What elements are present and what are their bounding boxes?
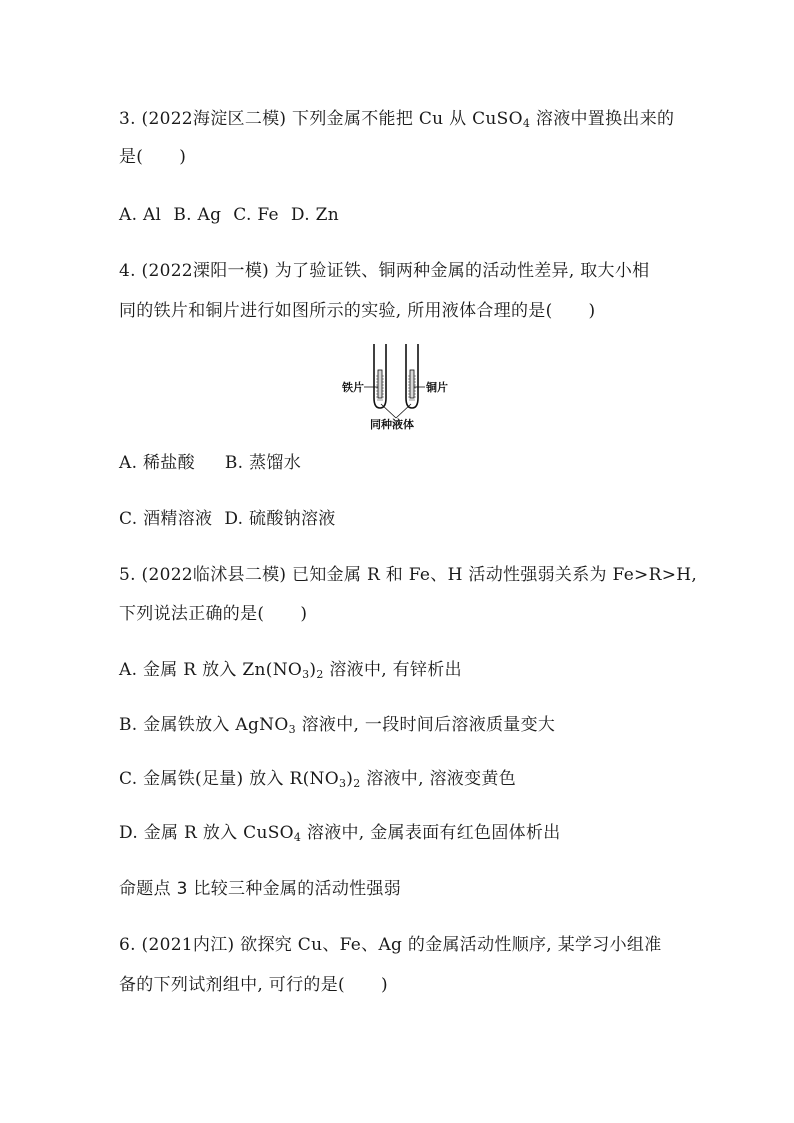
q3-stem-text: 3. (2022海淀区二模) 下列金属不能把 Cu 从 CuSO bbox=[119, 109, 523, 129]
q5-option-c-sub2: 2 bbox=[353, 777, 361, 790]
q4-close-paren: ) bbox=[588, 301, 596, 321]
q3-subscript: 4 bbox=[522, 117, 531, 130]
q4-option-a[interactable]: A. 稀盐酸 bbox=[119, 453, 195, 473]
section-heading bbox=[119, 878, 401, 900]
q5-option-c[interactable] bbox=[119, 768, 516, 790]
q5-close-paren: ) bbox=[300, 604, 308, 624]
q5-stem-text: 5. (2022临沭县二模) 已知金属 R 和 Fe、H 活动性强弱关系为 Fe>R>H, bbox=[119, 565, 698, 585]
section-title: 命题点 3 比较三种金属的活动性强弱 bbox=[119, 879, 402, 899]
q5-option-c-text: C. 金属铁(足量) 放入 R(NO bbox=[119, 769, 339, 789]
q5-stem-text2: 下列说法正确的是( bbox=[119, 604, 265, 624]
q5-option-b-sub: 3 bbox=[288, 723, 296, 736]
iron-strip bbox=[378, 370, 382, 398]
q5-stem-line1 bbox=[119, 564, 697, 586]
q5-option-d[interactable] bbox=[119, 822, 561, 844]
test-tubes-figure bbox=[340, 340, 450, 432]
q6-stem-line1 bbox=[119, 934, 662, 956]
q3-stem-line2 bbox=[119, 146, 186, 168]
q5-option-c-text-end: 溶液中, 溶液变黄色 bbox=[360, 769, 517, 789]
q5-option-a-paren: ) bbox=[309, 660, 317, 680]
q3-option-d[interactable]: D. Zn bbox=[290, 205, 340, 225]
q6-stem-line2 bbox=[119, 974, 388, 996]
q5-option-c-sub1: 3 bbox=[338, 777, 347, 790]
q5-option-b-text: B. 金属铁放入 AgNO bbox=[119, 715, 289, 735]
q5-option-d-text-end: 溶液中, 金属表面有红色固体析出 bbox=[301, 823, 561, 843]
q4-option-b[interactable]: B. 蒸馏水 bbox=[224, 453, 301, 473]
liquid-label: 同种液体 bbox=[370, 418, 414, 431]
q4-options-row2 bbox=[119, 508, 336, 530]
q6-close-paren: ) bbox=[380, 975, 388, 995]
q4-stem-text2: 同的铁片和铜片进行如图所示的实验, 所用液体合理的是( bbox=[119, 301, 553, 321]
q3-options bbox=[119, 204, 339, 226]
q5-option-b-text-end: 溶液中, 一段时间后溶液质量变大 bbox=[295, 715, 556, 735]
q4-stem-text: 4. (2022溧阳一模) 为了验证铁、铜两种金属的活动性差异, 取大小相 bbox=[119, 261, 650, 281]
q5-option-a-sub1: 3 bbox=[302, 668, 310, 681]
copper-label: 铜片 bbox=[426, 381, 448, 394]
q4-stem-line1 bbox=[119, 260, 649, 282]
iron-label: 铁片 bbox=[342, 381, 364, 394]
q3-stem-text2: 是( bbox=[119, 147, 144, 167]
q5-option-b[interactable] bbox=[119, 714, 555, 736]
q4-option-d[interactable]: D. 硫酸钠溶液 bbox=[224, 509, 336, 529]
q5-option-d-sub: 4 bbox=[293, 831, 302, 844]
copper-strip bbox=[410, 370, 414, 398]
q4-stem-line2 bbox=[119, 300, 595, 322]
test-tubes-diagram bbox=[340, 340, 450, 432]
q5-option-d-text: D. 金属 R 放入 CuSO bbox=[119, 823, 294, 843]
q5-option-a-text: A. 金属 R 放入 Zn(NO bbox=[119, 660, 303, 680]
q5-option-a-text-end: 溶液中, 有锌析出 bbox=[323, 660, 462, 680]
q3-option-c[interactable]: C. Fe bbox=[233, 205, 279, 225]
q3-stem-line1 bbox=[119, 108, 674, 130]
q4-option-c[interactable]: C. 酒精溶液 bbox=[119, 509, 213, 529]
q6-stem-text: 6. (2021内江) 欲探究 Cu、Fe、Ag 的金属活动性顺序, 某学习小组准 bbox=[119, 935, 662, 955]
q5-option-a[interactable] bbox=[119, 659, 462, 681]
q3-option-a[interactable]: A. Al bbox=[119, 205, 162, 225]
q5-option-c-paren: ) bbox=[346, 769, 354, 789]
q5-stem-line2 bbox=[119, 603, 307, 625]
q3-option-b[interactable]: B. Ag bbox=[173, 205, 222, 225]
q5-option-a-sub2: 2 bbox=[316, 668, 324, 681]
q3-stem-text-end: 溶液中置换出来的 bbox=[530, 109, 675, 129]
q4-options-row1 bbox=[119, 452, 301, 474]
q3-close-paren: ) bbox=[179, 147, 187, 167]
q6-stem-text2: 备的下列试剂组中, 可行的是( bbox=[119, 975, 345, 995]
